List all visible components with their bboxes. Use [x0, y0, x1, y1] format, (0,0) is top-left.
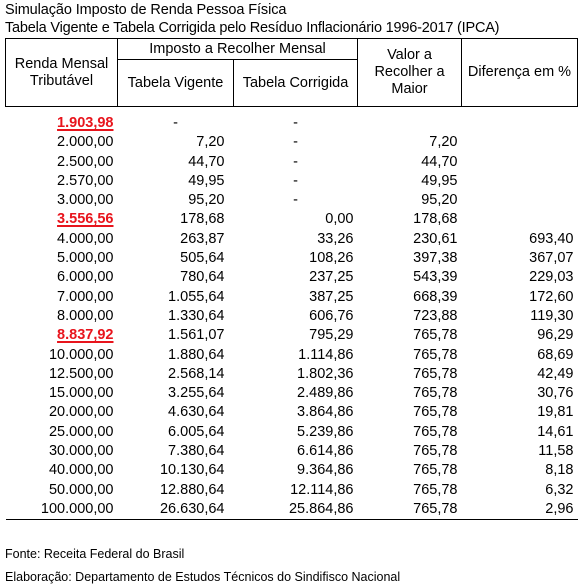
cell-vigente: 3.255,64	[168, 385, 225, 402]
cell-corrigida: 25.864,86	[234, 500, 358, 520]
table-row	[6, 403, 578, 422]
cell-corrigida: 237,25	[309, 269, 354, 286]
cell-renda: 40.000,00	[48, 462, 114, 479]
cell-renda: 3.556,56	[57, 211, 114, 228]
table-row	[6, 172, 578, 191]
cell-diferenca: 8,18	[545, 462, 574, 479]
cell-renda: 8.000,00	[57, 307, 114, 324]
table-row	[6, 210, 578, 229]
table-row	[6, 384, 578, 403]
cell-diferenca: 30,76	[537, 385, 574, 402]
cell-corrigida: 33,26	[317, 230, 354, 247]
cell-renda: 30.000,00	[48, 443, 114, 460]
cell-diferenca: 367,07	[529, 250, 574, 267]
table-body	[6, 107, 578, 520]
cell-renda: 8.837,92	[57, 327, 114, 344]
cell-vigente: 1.055,64	[168, 288, 225, 305]
table-row	[6, 307, 578, 326]
header-vigente: Tabela Vigente	[118, 60, 234, 107]
cell-diferenca: 229,03	[529, 269, 574, 286]
cell-diferenca: 42,49	[537, 365, 574, 382]
cell-renda: 2.000,00	[57, 134, 114, 151]
cell-renda: 15.000,00	[48, 385, 114, 402]
cell-vigente: 12.880,64	[159, 481, 225, 498]
cell-corrigida: 387,25	[309, 288, 354, 305]
cell-diferenca	[462, 191, 578, 210]
cell-diferenca: 693,40	[529, 230, 574, 247]
cell-diferenca: 6,32	[545, 481, 574, 498]
cell-corrigida: 0,00	[325, 211, 354, 228]
cell-corrigida: 108,26	[309, 250, 354, 267]
cell-vigente: 6.005,64	[168, 423, 225, 440]
cell-corrigida: 3.864,86	[297, 404, 354, 421]
cell-corrigida: 2.489,86	[297, 385, 354, 402]
cell-corrigida: 1.114,86	[298, 346, 354, 363]
cell-vigente: 1.880,64	[168, 346, 225, 363]
cell-valor-maior	[358, 114, 462, 133]
cell-vigente: 7,20	[196, 134, 225, 151]
cell-vigente: 780,64	[180, 269, 225, 286]
cell-diferenca: 2,96	[462, 500, 578, 520]
cell-vigente: 1.561,07	[168, 327, 225, 344]
cell-valor-maior: 44,70	[421, 153, 458, 170]
cell-corrigida: -	[293, 153, 298, 170]
header-valor-maior: Valor a Recolher a Maior	[358, 39, 462, 107]
cell-renda: 4.000,00	[57, 230, 114, 247]
cell-vigente: 95,20	[188, 192, 225, 209]
table-row	[6, 268, 578, 287]
table-row	[6, 153, 578, 172]
cell-vigente: 44,70	[188, 153, 225, 170]
table-row	[6, 230, 578, 249]
cell-renda: 12.500,00	[48, 365, 114, 382]
cell-corrigida: -	[293, 192, 298, 209]
source-note: Fonte: Receita Federal do Brasil	[5, 547, 185, 561]
cell-renda: 50.000,00	[48, 481, 114, 498]
cell-vigente: 178,68	[180, 211, 225, 228]
header-diferenca: Diferença em %	[462, 39, 578, 107]
cell-renda: 6.000,00	[57, 269, 114, 286]
cell-diferenca	[462, 172, 578, 191]
cell-renda: 2.570,00	[57, 172, 114, 189]
table-row	[6, 481, 578, 500]
table-row	[6, 442, 578, 461]
cell-corrigida: 6.614,86	[297, 443, 354, 460]
cell-valor-maior: 765,78	[413, 385, 458, 402]
cell-valor-maior: 668,39	[413, 288, 458, 305]
cell-corrigida: -	[293, 172, 298, 189]
cell-valor-maior: 230,61	[413, 230, 458, 247]
cell-valor-maior: 7,20	[429, 134, 458, 151]
cell-corrigida: 1.802,36	[297, 365, 354, 382]
cell-corrigida: 9.364,86	[297, 462, 354, 479]
cell-vigente: 2.568,14	[168, 365, 225, 382]
header-corrigida: Tabela Corrigida	[234, 60, 358, 107]
table-row	[6, 365, 578, 384]
cell-diferenca: 96,29	[537, 327, 574, 344]
cell-valor-maior: 765,78	[413, 423, 458, 440]
cell-diferenca: 14,61	[537, 423, 574, 440]
cell-diferenca: 172,60	[529, 288, 574, 305]
table-row	[6, 346, 578, 365]
cell-valor-maior: 765,78	[413, 443, 458, 460]
cell-diferenca	[462, 153, 578, 172]
cell-vigente: 49,95	[188, 172, 225, 189]
cell-renda: 100.000,00	[6, 500, 118, 520]
cell-corrigida: 606,76	[309, 307, 354, 324]
table-subtitle: Tabela Vigente e Tabela Corrigida pelo Resíduo Inflacionário 1996-2017 (IPCA)	[5, 20, 500, 36]
cell-vigente: 505,64	[180, 250, 225, 267]
cell-valor-maior: 765,78	[413, 327, 458, 344]
cell-valor-maior: 765,78	[413, 365, 458, 382]
cell-valor-maior: 765,78	[358, 500, 462, 520]
header-renda: Renda Mensal Tributável	[6, 39, 118, 107]
cell-valor-maior: 765,78	[413, 404, 458, 421]
cell-valor-maior: 95,20	[421, 192, 458, 209]
table-row	[6, 114, 578, 133]
cell-renda: 5.000,00	[57, 250, 114, 267]
table-title: Simulação Imposto de Renda Pessoa Física	[5, 2, 287, 18]
cell-corrigida: 12.114,86	[290, 481, 354, 498]
cell-vigente: -	[173, 115, 178, 131]
table-row	[6, 249, 578, 268]
cell-renda: 7.000,00	[57, 288, 114, 305]
table-row	[6, 326, 578, 345]
cell-vigente: 4.630,64	[168, 404, 225, 421]
cell-diferenca: 19,81	[537, 404, 574, 421]
cell-corrigida: -	[293, 134, 298, 151]
cell-vigente: 26.630,64	[118, 500, 234, 520]
tax-simulation-table	[5, 38, 578, 520]
cell-vigente: 263,87	[180, 230, 225, 247]
cell-corrigida: 795,29	[309, 327, 354, 344]
table-row	[6, 288, 578, 307]
table-row	[6, 133, 578, 152]
cell-valor-maior: 723,88	[413, 307, 458, 324]
cell-vigente: 7.380,64	[168, 443, 225, 460]
cell-renda: 25.000,00	[48, 423, 114, 440]
cell-valor-maior: 765,78	[413, 481, 458, 498]
cell-corrigida: 5.239,86	[297, 423, 354, 440]
table-row	[6, 500, 578, 520]
cell-renda: 3.000,00	[57, 192, 114, 209]
cell-valor-maior: 543,39	[413, 269, 458, 286]
table-row	[6, 423, 578, 442]
cell-renda: 2.500,00	[57, 153, 114, 170]
cell-renda: 10.000,00	[48, 346, 114, 363]
cell-diferenca	[462, 210, 578, 229]
cell-corrigida: -	[293, 115, 298, 131]
table-row	[6, 191, 578, 210]
cell-vigente: 1.330,64	[168, 307, 225, 324]
cell-diferenca	[462, 114, 578, 133]
table-row	[6, 461, 578, 480]
cell-valor-maior: 765,78	[413, 462, 458, 479]
cell-diferenca: 119,30	[530, 307, 574, 324]
cell-diferenca	[462, 133, 578, 152]
cell-valor-maior: 765,78	[413, 346, 458, 363]
cell-valor-maior: 49,95	[421, 172, 458, 189]
cell-vigente: 10.130,64	[159, 462, 225, 479]
elaboration-note: Elaboração: Departamento de Estudos Técnicos do Sindifisco Nacional	[5, 570, 401, 584]
cell-diferenca: 11,58	[538, 443, 574, 460]
cell-diferenca: 68,69	[537, 346, 574, 363]
cell-valor-maior: 397,38	[413, 250, 458, 267]
cell-renda: 20.000,00	[48, 404, 114, 421]
cell-renda: 1.903,98	[57, 115, 114, 131]
header-imposto-group: Imposto a Recolher Mensal	[118, 39, 358, 60]
cell-valor-maior: 178,68	[413, 211, 458, 228]
